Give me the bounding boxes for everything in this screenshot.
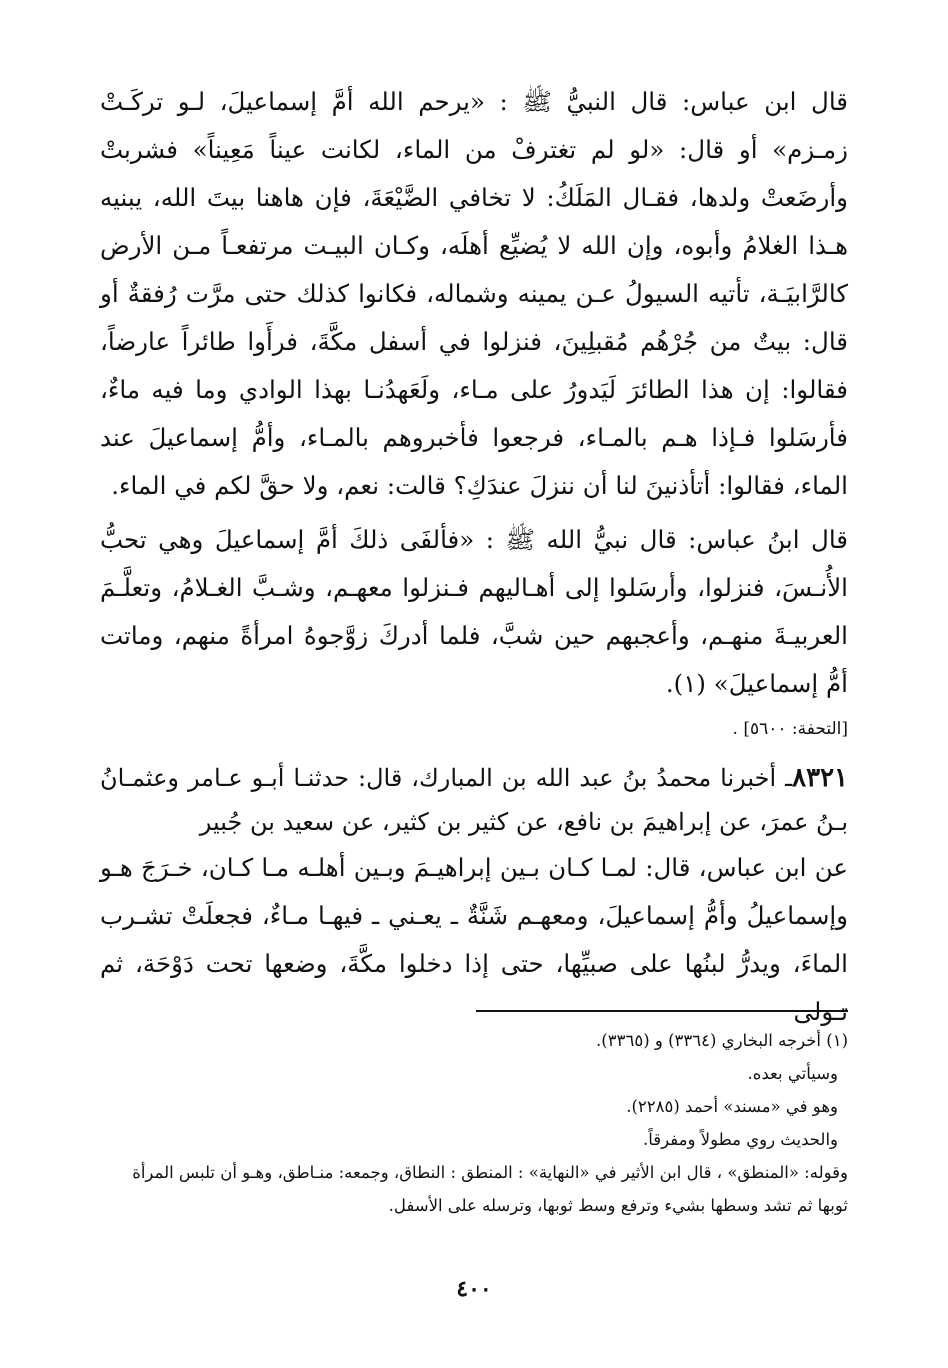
paragraph-1: قال ابن عباس: قال النبيُّ ﷺ : «يرحم الله أمَّ إسماعيلَ، لـو تركَـتْ زمـزم» أو قال: «لو لم تغترفْ من الماء، لكانت عيناً مَعِيناً» فشربتْ وأرضَعتْ ولدها، فقـال المَلَكُ: لا تخافي الضَّيْعَةَ، فإن هاهنا بيتَ الله، يبنيه هـذا الغلامُ وأبوه، وإن الله لا يُضيِّع أهلَه، وكـان البيـت مرتفعـاً مـن الأرض كالرَّابيَـة، تأتيه السيولُ عـن يمينه وشماله، فكانوا كذلك حتى مرَّت رُفقةٌ أو قال: بيتٌ من جُرْهُم مُقبلِينَ، فنزلوا في أسفل مكَّةَ، فرأَوا طائراً عارضاً، فقالوا: إن هذا الطائرَ لَيَدورُ على مـاء، ولَعَهدُنـا بهذا الوادي وما فيه ماءٌ، فأرسَلوا فـإذا هـم بالمـاء، فرجعوا فأخبروهم بالمـاء، وأمُّ إسماعيلَ عند الماء، فقالوا: أتأذنينَ لنا أن ننزلَ عندَكِ؟ قالت: نعم، ولا حقَّ لكم في الماء.: [100, 87, 848, 500]
hadith-chain-text: ـ أخبرنا محمدُ بنُ عبد الله بن المبارك، قال: حدثنـا أبـو عـامر وعثمـانُ بـنُ عمرَ، عن إبراهيمَ بن نافع، عن كثير بن كثير، عن سعيد بن جُبير: [100, 764, 848, 836]
paragraph-2: قال ابنُ عباس: قال نبيُّ الله ﷺ : «فألفَى ذلكَ أمَّ إسماعيلَ وهي تحبُّ الأُنـسَ، فنزلوا، وأرسَلوا إلى أهـاليهم فـنزلوا معهـم، وشـبَّ الغـلامُ، وتعلَّـمَ العربيـةَ منهـم، وأعجبهم حين شبَّ، فلما أدركَ زوَّجوهُ امرأةً منهم، وماتت أمُّ إسماعيلَ» (١).: [100, 525, 848, 698]
footnotes: [100, 1024, 848, 1222]
tuhfa-reference: [التحفة: ٥٦٠٠] .: [732, 719, 848, 739]
footnote-1-line-3: وهو في «مسند» أحمد (٢٢٨٥).: [626, 1097, 838, 1116]
footnote-1-line-5: وقوله: «المنطق» ، قال ابن الأثير في «النهاية» : المنطق : النطاق، وجمعه: منـاطق، وهـو أن تلبس المرأة ثوبها ثم تشد وسطها بشيء وترفع وسط ثوبها، وترسله على الأسفل.: [132, 1163, 848, 1215]
footnote-1-line-2: وسيأتي بعده.: [747, 1064, 838, 1083]
hadith-body: عن ابن عباس، قال: لمـا كـان بـين إبراهيـمَ وبـين أهلـه مـا كـان، خـرَجَ هـو وإسماعيلُ وأمُّ إسماعيلَ، ومعهـم شَنَّةٌ ـ يعـني ـ فيهـا مـاءٌ، فجعلَتْ تشـرب الماءَ، ويدرُّ لبنُها على صبيِّها، حتى إذا دخلوا مكَّةَ، وضعها تحت دَوْحَة، ثم تـولى: [100, 853, 848, 1026]
hadith-number: ٨٣٢١: [792, 763, 848, 793]
footnote-separator: [476, 1010, 848, 1012]
footnote-1-line-4: والحديث روي مطولاً ومفرقاً.: [643, 1130, 838, 1149]
footnote-1-line-1: (١) أخرجه البخاري (٣٣٦٤) و (٣٣٦٥).: [596, 1031, 848, 1050]
page-number: ٤٠٠: [456, 1276, 492, 1302]
hadith-chain: [100, 756, 848, 844]
page-body: [100, 78, 848, 1036]
